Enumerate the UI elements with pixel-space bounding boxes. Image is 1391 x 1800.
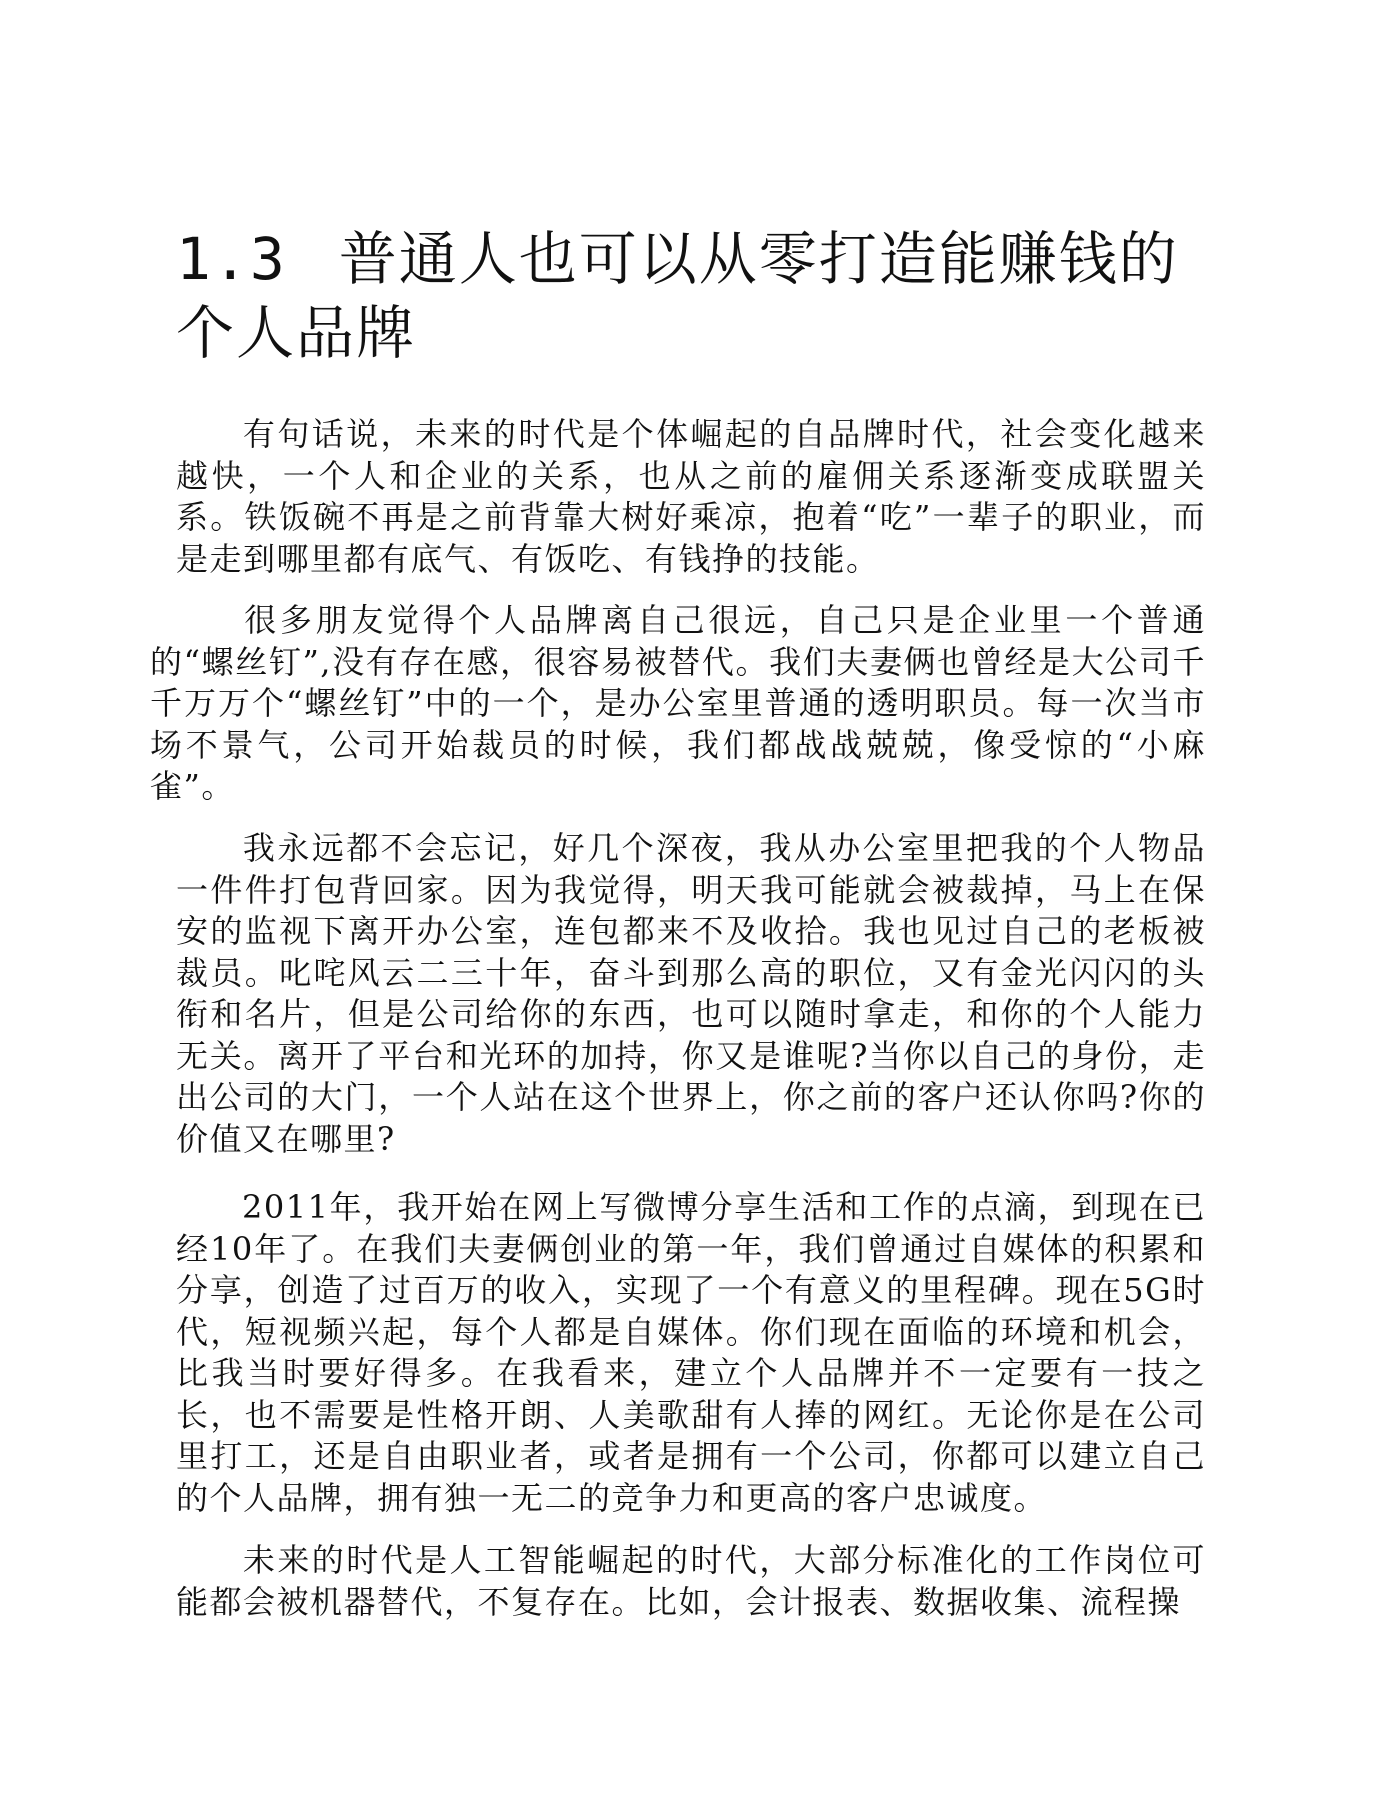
- paragraph-5: [176, 1540, 1206, 1623]
- paragraph-5-text: 未来的时代是人工智能崛起的时代，大部分标准化的工作岗位可能都会被机器替代，不复存在。比如，会计报表、数据收集、流程操: [176, 1541, 1206, 1621]
- section-title: 普通人也可以从零打造能赚钱的个人品牌: [176, 225, 1179, 367]
- paragraph-3: [176, 828, 1206, 1160]
- paragraph-4-text: 2011年，我开始在网上写微博分享生活和工作的点滴，到现在已经10年了。在我们夫妻俩创业的第一年，我们曾通过自媒体的积累和分享，创造了过百万的收入，实现了一个有意义的里程碑。现在5G时代，短视频兴起，每个人都是自媒体。你们现在面临的环境和机会，比我当时要好得多。在我看来，建立个人品牌并不一定要有一技之长，也不需要是性格开朗、人美歌甜有人捧的网红。无论你是在公司里打工，还是自由职业者，或者是拥有一个公司，你都可以建立自己的个人品牌，拥有独一无二的竞争力和更高的客户忠诚度。: [176, 1188, 1206, 1517]
- paragraph-1: [176, 414, 1206, 580]
- paragraph-4: [176, 1187, 1206, 1519]
- paragraph-2-text: 很多朋友觉得个人品牌离自己很远，自己只是企业里一个普通的“螺丝钉”,没有存在感，很容易被替代。我们夫妻俩也曾经是大公司千千万万个“螺丝钉”中的一个，是办公室里普通的透明职员。每一次当市场不景气，公司开始裁员的时候，我们都战战兢兢，像受惊的“小麻雀”。: [150, 601, 1206, 805]
- paragraph-3-text: 我永远都不会忘记，好几个深夜，我从办公室里把我的个人物品一件件打包背回家。因为我觉得，明天我可能就会被裁掉，马上在保安的监视下离开办公室，连包都来不及收拾。我也见过自己的老板被裁员。叱咤风云二三十年，奋斗到那么高的职位，又有金光闪闪的头衔和名片，但是公司给你的东西，也可以随时拿走，和你的个人能力无关。离开了平台和光环的加持，你又是谁呢?当你以自己的身份，走出公司的大门，一个人站在这个世界上，你之前的客户还认你吗?你的价值又在哪里?: [176, 829, 1206, 1158]
- paragraph-2: [150, 600, 1206, 808]
- paragraph-1-text: 有句话说，未来的时代是个体崛起的自品牌时代，社会变化越来越快，一个人和企业的关系，也从之前的雇佣关系逐渐变成联盟关系。铁饭碗不再是之前背靠大树好乘凉，抱着“吃”一辈子的职业，而是走到哪里都有底气、有饭吃、有钱挣的技能。: [176, 415, 1206, 578]
- section-number: 1.3: [176, 225, 287, 293]
- section-heading: [176, 222, 1206, 370]
